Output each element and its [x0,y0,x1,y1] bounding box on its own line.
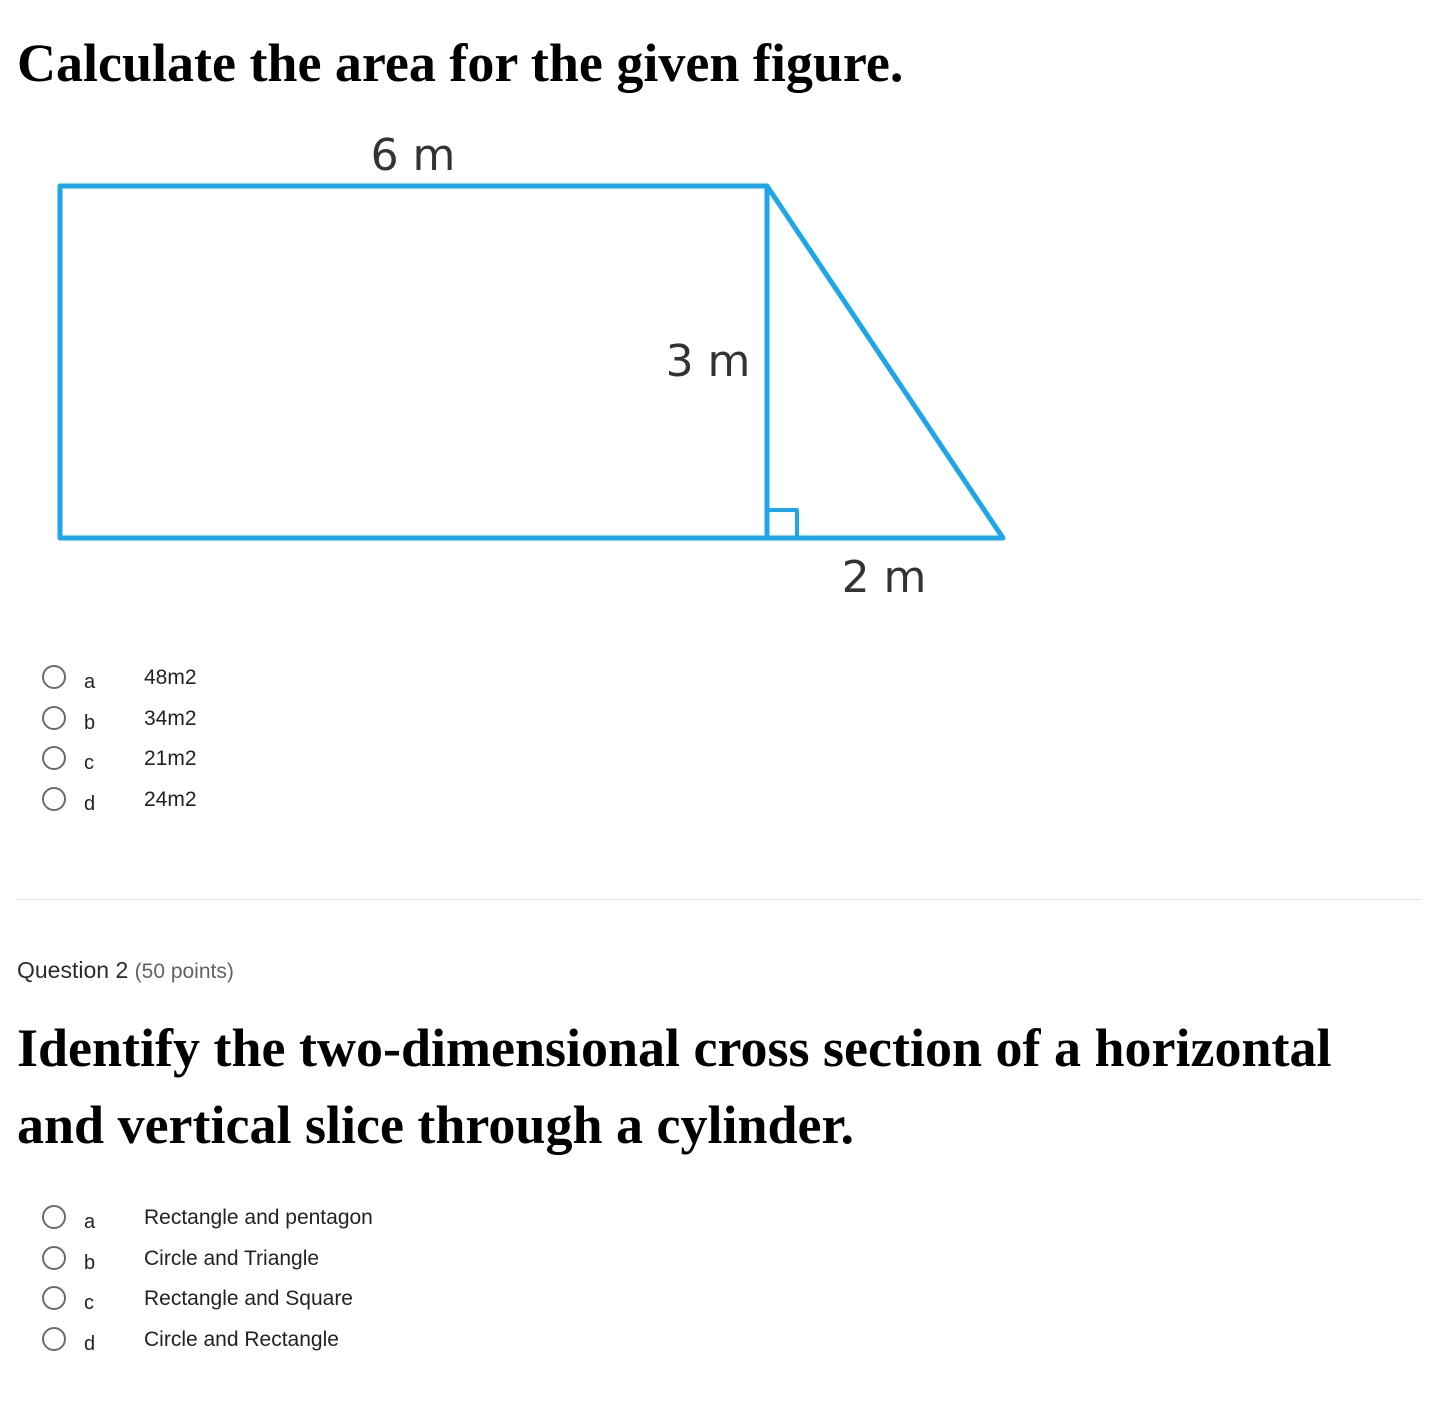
figure-height-label: 3 m [665,336,751,387]
option-letter: a [84,671,96,693]
radio-button[interactable] [42,1246,66,1270]
radio-button[interactable] [42,787,66,811]
option-letter: d [84,792,96,815]
question-points: (50 points) [134,960,234,983]
option-letter: c [84,1292,94,1314]
radio-button[interactable] [42,746,66,770]
question-1-option-d[interactable] [40,780,640,821]
question-2-option-d[interactable] [40,1320,640,1361]
figure-base-label: 2 m [841,552,927,603]
question-1-option-c[interactable] [40,739,640,780]
question-2-option-c[interactable] [40,1279,640,1320]
figure-rectangle [60,186,767,538]
question-2-option-b[interactable] [40,1239,640,1280]
question-2-options [40,1198,640,1360]
option-text: 48m2 [144,666,197,689]
option-text: Rectangle and pentagon [144,1206,373,1229]
option-letter: c [84,752,94,774]
radio-button[interactable] [42,1327,66,1351]
question-2-header [17,956,234,986]
option-text: 21m2 [144,747,197,770]
option-letter: a [84,1211,96,1233]
option-letter: b [84,711,96,734]
question-1-option-b[interactable] [40,699,640,740]
question-number: Question 2 [17,957,129,983]
right-angle-marker [767,510,797,538]
question-1-options [40,658,640,820]
question-2-option-a[interactable] [40,1198,640,1239]
radio-button[interactable] [42,665,66,689]
figure-top-label: 6 m [370,130,456,181]
option-text: Circle and Triangle [144,1246,320,1270]
option-letter: d [84,1332,96,1355]
option-text: 24m2 [144,787,197,811]
option-letter: b [84,1251,96,1274]
question-1-option-a[interactable] [40,658,640,699]
question-1-title: Calculate the area for the given figure. [17,33,904,93]
radio-button[interactable] [42,706,66,730]
question-divider [17,899,1420,900]
figure-triangle [767,186,1003,538]
radio-button[interactable] [42,1205,66,1229]
option-text: 34m2 [144,706,197,730]
option-text: Rectangle and Square [144,1287,353,1310]
radio-button[interactable] [42,1286,66,1310]
question-2-title: Identify the two-dimensional cross section of a horizontal and vertical slice through a cylinder. [17,1018,1332,1155]
composite-shape-figure [0,120,1100,620]
option-text: Circle and Rectangle [144,1327,339,1351]
